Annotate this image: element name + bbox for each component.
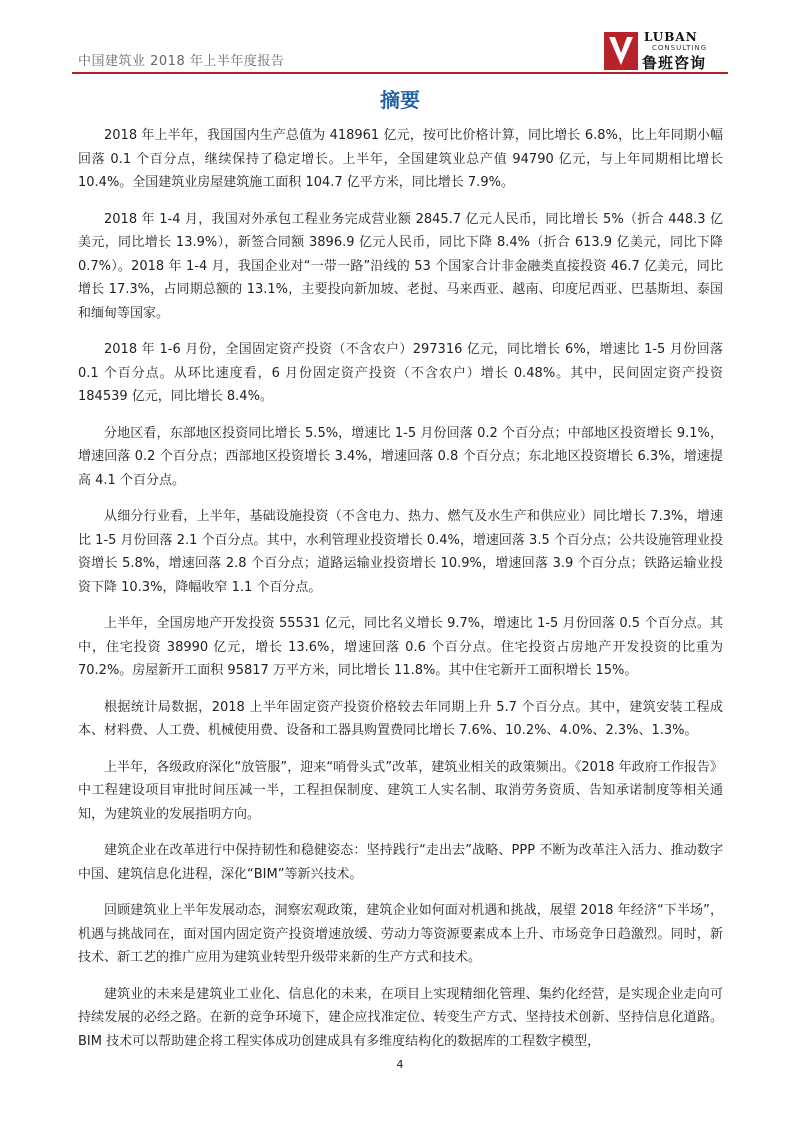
paragraph: 2018 年 1-6 月份，全国固定资产投资（不含农户）297316 亿元，同比增长 6%，增速比 1-5 月份回落 0.1 个百分点。从环比速度看，6 月份固定资产投资（不含农户）增长 0.48%。其中，民间固定资产投资 184539 亿元，同比增长 8.4%。 <box>78 342 723 404</box>
paragraph: 建筑企业在改革进行中保持韧性和稳健姿态：坚持践行“走出去”战略、PPP 不断为改革注入活力、推动数字中国、建筑信息化进程，深化“BIM”等新兴技术。 <box>78 843 723 882</box>
paragraph: 2018 年 1-4 月，我国对外承包工程业务完成营业额 2845.7 亿元人民币，同比增长 5%（折合 448.3 亿美元，同比增长 13.9%），新签合同额 3896.9 亿元人民币，同比下降 8.4%（折合 613.9 亿美元，同比下降 0.7%）。2018 年 1-4 月，我国企业对“一带一路”沿线的 53 个国家合计非金融类直接投资 46.7 亿美元，同比增长 17.3%，占同期总额的 13.1%，主要投向新加坡、老挝、马来西亚、越南、印度尼西亚、巴基斯坦、泰国和缅甸等国家。 <box>78 211 723 321</box>
paragraph: 从细分行业看，上半年，基础设施投资（不含电力、热力、燃气及水生产和供应业）同比增长 7.3%，增速比 1-5 月份回落 2.1 个百分点。其中，水利管理业投资增长 0.4%，增速回落 3.5 个百分点；公共设施管理业投资增长 5.8%，增速回落 2.8 个百分点；道路运输业投资增长 10.9%，增速回落 3.9 个百分点；铁路运输业投资下降 10.3%，降幅收窄 1.1 个百分点。 <box>78 509 723 595</box>
summary-body <box>78 124 723 1066</box>
logo-text-cn: 鲁班咨询 <box>642 54 707 72</box>
paragraph: 根据统计局数据，2018 上半年固定资产投资价格较去年同期上升 5.7 个百分点。其中，建筑安装工程成本、材料费、人工费、机械使用费、设备和工器具购置费同比增长 7.6%、10.2%、4.0%、2.3%、1.3%。 <box>78 699 723 738</box>
paragraph: 上半年，全国房地产开发投资 55531 亿元，同比名义增长 9.7%，增速比 1-5 月份回落 0.5 个百分点。其中，住宅投资 38990 亿元，增长 13.6%，增速回落 0.6 个百分点。住宅投资占房地产开发投资的比重为 70.2%。房屋新开工面积 95817 万平方米，同比增长 11.8%。其中住宅新开工面积增长 15%。 <box>78 616 723 678</box>
paragraph: 分地区看，东部地区投资同比增长 5.5%，增速比 1-5 月份回落 0.2 个百分点；中部地区投资增长 9.1%，增速回落 0.2 个百分点；西部地区投资增长 3.4%，增速回落 0.8 个百分点；东北地区投资增长 6.3%，增速提高 4.1 个百分点。 <box>78 425 723 488</box>
luban-logo <box>604 30 728 72</box>
report-title: 中国建筑业 2018 年上半年度报告 <box>78 54 285 69</box>
page-number: 4 <box>396 1058 404 1071</box>
logo-text-consulting: CONSULTING <box>652 44 708 52</box>
luban-logo-icon <box>604 32 638 70</box>
paragraph: 上半年，各级政府深化“放管服”，迎来“哨骨头式”改革，建筑业相关的政策频出。《2018 年政府工作报告》中工程建设项目审批时间压减一半，工程担保制度、建筑工人实名制、取消劳务资质、告知承诺制度等相关通知，为建筑业的发展指明方向。 <box>78 759 723 822</box>
header-divider <box>72 72 728 74</box>
logo-text-en: LUBAN <box>644 30 698 44</box>
paragraph: 建筑业的未来是建筑业工业化、信息化的未来，在项目上实现精细化管理、集约化经营，是实现企业走向可持续发展的必经之路。在新的竞争环境下，建企应找准定位、转变生产方式、坚持技术创新、坚持信息化道路。BIM 技术可以帮助建企将工程实体成功创建成具有多维度结构化的数据库的工程数字模型， <box>78 986 723 1049</box>
paragraph: 回顾建筑业上半年发展动态，洞察宏观政策，建筑企业如何面对机遇和挑战，展望 2018 年经济“下半场”，机遇与挑战同在，面对国内固定资产投资增速放缓、劳动力等资源要素成本上升、市场竞争日趋激烈。同时，新技术、新工艺的推广应用为建筑业转型升级带来新的生产方式和技术。 <box>78 903 723 965</box>
page-header <box>72 30 728 72</box>
section-title: 摘要 <box>380 88 420 112</box>
paragraph: 2018 年上半年，我国国内生产总值为 418961 亿元，按可比价格计算，同比增长 6.8%，比上年同期小幅回落 0.1 个百分点，继续保持了稳定增长。上半年，全国建筑业总产值 94790 亿元，与上年同期相比增长 10.4%。全国建筑业房屋建筑施工面积 104.7 亿平方米，同比增长 7.9%。 <box>78 128 723 190</box>
